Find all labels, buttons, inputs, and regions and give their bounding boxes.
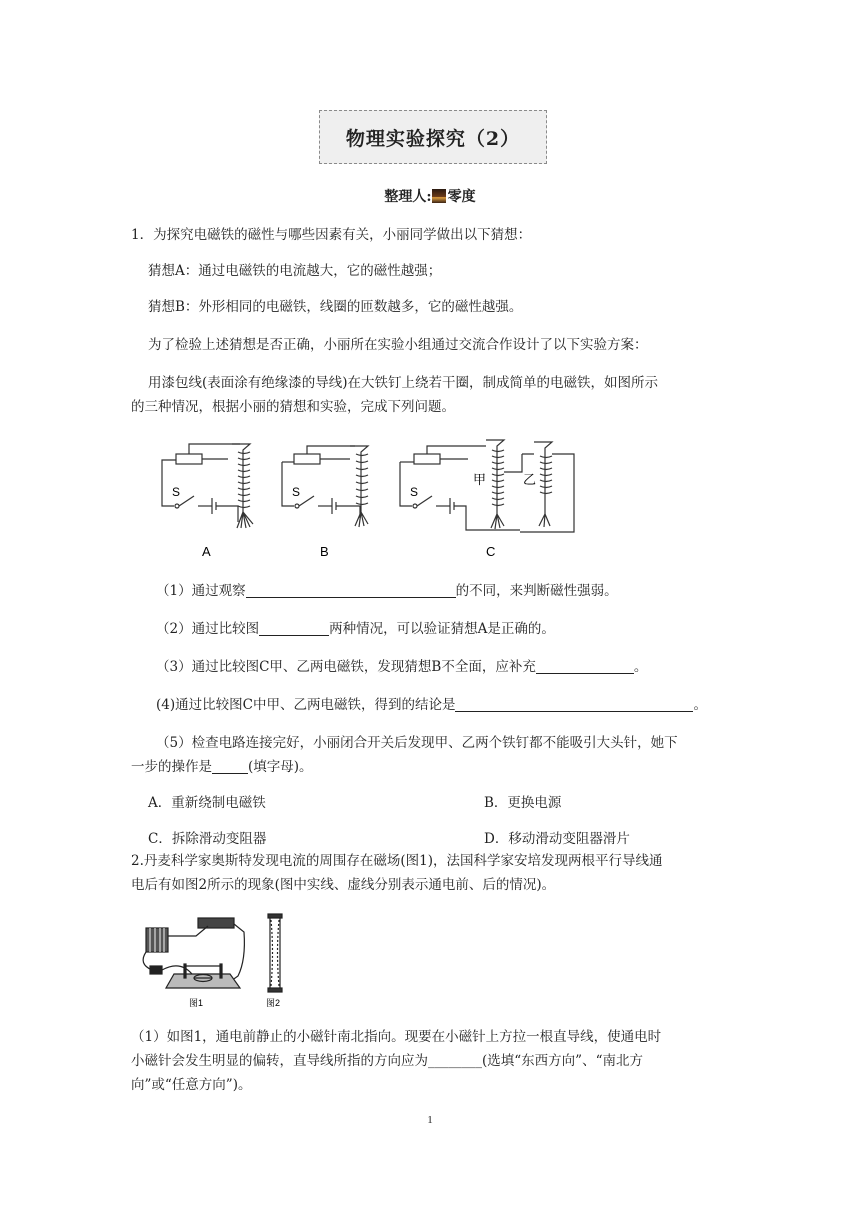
q1-sub2: （2）通过比较图 两种情况，可以验证猜想A是正确的。 bbox=[156, 621, 555, 637]
q1-option-b: B．更换电源 bbox=[484, 795, 562, 811]
q1-plan: 为了检验上述猜想是否正确，小丽所在实验小组通过交流合作设计了以下实验方案： bbox=[148, 337, 648, 353]
q1-option-a: A．重新绕制电磁铁 bbox=[148, 795, 266, 811]
q1-sub3: （3）通过比较图C甲、乙两电磁铁，发现猜想B不全面，应补充 。 bbox=[156, 659, 648, 675]
q2-intro-2: 电后有如图2所示的现象(图中实线、虚线分别表示通电前、后的情况)。 bbox=[131, 877, 556, 893]
q1-sub4: (4)通过比较图C中甲、乙两电磁铁，得到的结论是 。 bbox=[156, 697, 707, 713]
q1-intro: 1．为探究电磁铁的磁性与哪些因素有关，小丽同学做出以下猜想： bbox=[131, 227, 532, 243]
page-title: 物理实验探究（2） bbox=[319, 110, 547, 164]
q2-sub1-line2: 小磁针会发生明显的偏转，直导线所指的方向应为________(选填“东西方向”、“南北方 bbox=[131, 1053, 643, 1069]
fig1-label: 图1 bbox=[189, 998, 204, 1008]
figure-label-a: A bbox=[202, 544, 211, 559]
q1-circuit-figure bbox=[150, 432, 590, 562]
q1-option-d: D．移动滑动变阻器滑片 bbox=[484, 831, 630, 847]
author-avatar-icon bbox=[432, 189, 446, 203]
author-label: 整理人: bbox=[384, 189, 432, 205]
figure-label-b: B bbox=[320, 544, 329, 559]
fig2-label: 图2 bbox=[266, 998, 281, 1008]
q1-option-c: C．拆除滑动变阻器 bbox=[148, 831, 267, 847]
q1-guess-b: 猜想B：外形相同的电磁铁，线圈的匝数越多，它的磁性越强。 bbox=[148, 299, 523, 315]
q1-sub5-line2: 一步的操作是 (填字母)。 bbox=[131, 759, 313, 775]
label-jia: 甲 bbox=[473, 472, 487, 487]
switch-label-b: S bbox=[292, 485, 301, 499]
q1-guess-a: 猜想A：通过电磁铁的电流越大，它的磁性越强； bbox=[148, 263, 442, 279]
q2-sub1-line1: （1）如图1，通电前静止的小磁针南北指向。现要在小磁针上方拉一根直导线，使通电时 bbox=[131, 1029, 662, 1045]
page-number: 1 bbox=[427, 1114, 433, 1126]
q2-apparatus-figure bbox=[134, 912, 294, 1010]
q2-intro-1: 2.丹麦科学家奥斯特发现电流的周围存在磁场(图1)，法国科学家安培发现两根平行导线通 bbox=[131, 853, 663, 869]
figure-label-c: C bbox=[486, 544, 496, 559]
switch-label-a: S bbox=[172, 485, 181, 499]
q1-desc-2: 的三种情况，根据小丽的猜想和实验，完成下列问题。 bbox=[131, 399, 455, 415]
author-name: 零度 bbox=[447, 189, 476, 205]
author-line bbox=[0, 186, 860, 206]
q1-desc-1: 用漆包线(表面涂有绝缘漆的导线)在大铁钉上绕若干圈，制成简单的电磁铁，如图所示 bbox=[148, 375, 659, 391]
switch-label-c: S bbox=[410, 485, 419, 499]
q2-sub1-line3: 向”或“任意方向”)。 bbox=[131, 1077, 252, 1093]
q1-sub1: （1）通过观察 的不同，来判断磁性强弱。 bbox=[156, 583, 618, 599]
label-yi: 乙 bbox=[523, 472, 537, 487]
q1-sub5-line1: （5）检查电路连接完好，小丽闭合开关后发现甲、乙两个铁钉都不能吸引大头针，她下 bbox=[156, 735, 678, 751]
